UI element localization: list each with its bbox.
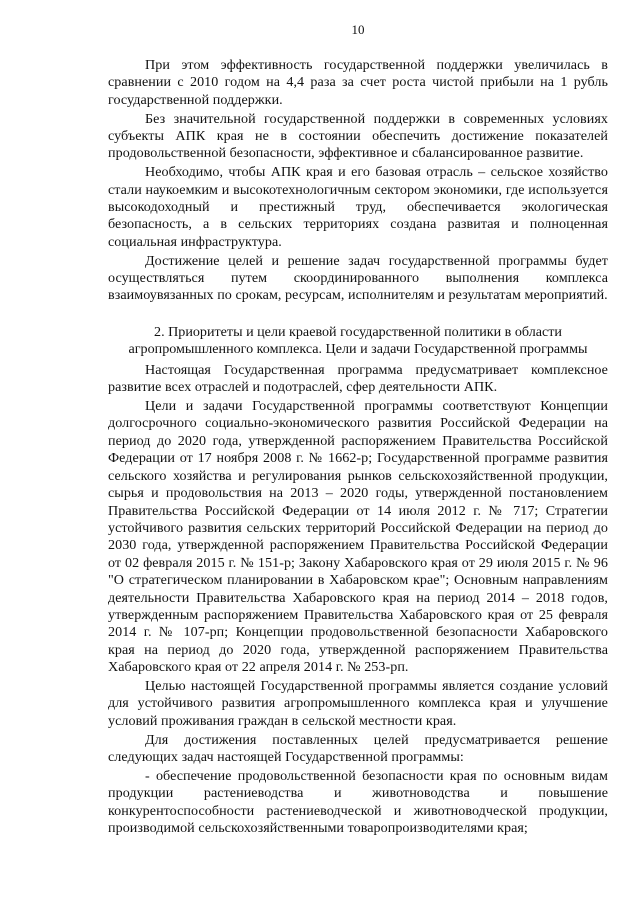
paragraph-tasks-intro: Для достижения поставленных целей предусматривается решение следующих задач настоящей Государственной программы: <box>108 731 608 765</box>
section-heading-line-2: агропромышленного комплекса. Цели и задачи Государственной программы <box>128 340 588 357</box>
paragraph-goals-achievement: Достижение целей и решение задач государственной программы будет осуществляться путем скоординированного выполнения комплекса взаимоувязанных по срокам, ресурсам, исполнителям и результатам мероприятий. <box>108 252 608 304</box>
paragraph-program-compliance: Цели и задачи Государственной программы соответствуют Концепции долгосрочного социально-экономического развития Российской Федерации на период до 2020 года, утвержденной распоряжением Правительства Российской Федерации от 17 ноября 2008 г. № 1662-р; Государственной программе развития сельского хозяйства и регулирования рынков сельскохозяйственной продукции, сырья и продовольствия на 2013 – 2020 годы, утвержденной постановлением Правительства Российской Федерации от 14 июля 2012 г. № 717; Стратегии устойчивого развития сельских территорий Российской Федерации на период до 2030 года, утвержденной распоряжением Правительства Российской Федерации от 02 февраля 2015 г. № 151-р; Закону Хабаровского края от 29 июля 2015 г. № 96 "О стратегическом планировании в Хабаровском крае"; Основным направлениям деятельности Правительства Хабаровского края на период 2014 – 2018 годов, утвержденным распоряжением Правительства Хабаровского края от 25 февраля 2014 г. № 107-рп; Концепции продовольственной безопасности Хабаровского края на период до 2020 года, утвержденной распоряжением Правительства Хабаровского края от 22 апреля 2014 г. № 253-рп. <box>108 398 608 676</box>
paragraph-program-scope: Настоящая Государственная программа предусматривает комплексное развитие всех отраслей и подотраслей, сфер деятельности АПК. <box>108 361 608 396</box>
paragraph-efficiency: При этом эффективность государственной поддержки увеличилась в сравнении с 2010 годом на 4,4 раза за счет роста чистой прибыли на 1 рубль государственной поддержки. <box>108 57 608 108</box>
section-heading-line-1: 2. Приоритеты и цели краевой государственной политики в области <box>154 323 562 340</box>
section-heading <box>108 324 608 358</box>
list-item-food-security: - обеспечение продовольственной безопасности края по основным видам продукции растениеводства и животноводства и повышение конкурентоспособности растениеводческой и животноводческой продукции, производимой сельскохозяйственными товаропроизводителями края; <box>108 767 608 836</box>
paragraph-state-support: Без значительной государственной поддержки в современных условиях субъекты АПК края не в состоянии обеспечить достижение показателей продовольственной безопасности, эффективное и сбалансированное развитие. <box>108 110 608 162</box>
document-page <box>108 22 608 839</box>
page-number: 10 <box>351 22 365 37</box>
paragraph-program-purpose: Целью настоящей Государственной программы является создание условий для устойчивого развития агропромышленного комплекса края и улучшение условий проживания граждан в сельской местности края. <box>108 677 608 729</box>
paragraph-agro-industry: Необходимо, чтобы АПК края и его базовая отрасль – сельское хозяйство стали наукоемким и высокотехнологичным сектором экономики, где используется высокодоходный и престижный труд, обеспечивается экологическая безопасность, а в сельских территориях создана развитая и полноценная социальная инфраструктура. <box>108 164 608 250</box>
